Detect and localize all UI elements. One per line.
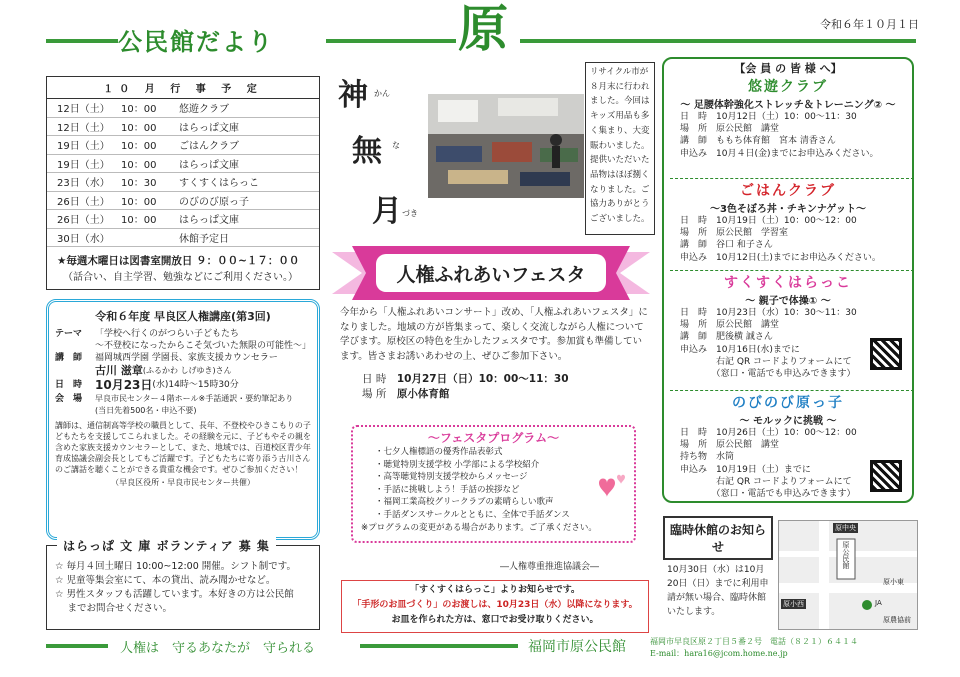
label-theme: テーマ bbox=[55, 329, 83, 339]
volunteer-item: ☆ 男性スタッフも活躍しています。本好きの方は公民館 bbox=[55, 589, 294, 600]
schedule-row bbox=[47, 173, 319, 192]
schedule-cell: 26日（土） bbox=[57, 215, 110, 227]
schedule-cell: はらっぱ文庫 bbox=[179, 122, 239, 134]
closure-text: 10月30日（水）は10月20日（日）までに利用申請が無い場合、臨時休館いたします。 bbox=[667, 565, 769, 617]
sukusuku-qr-code[interactable] bbox=[870, 338, 902, 370]
schedule-title: １０ 月 行 事 予 定 bbox=[47, 77, 319, 99]
lecturer-name: 古川 滋章 bbox=[95, 364, 143, 377]
lecture-description: 講師は、通信制高等学校の職員として、長年、不登校やひきこもりの子どもたちを支援してこられました。その経験を元に、子どもやその親を含めた家族支援カウンセラーとして、また、地域では、百道校区青少年育成協議会副会長としてもご活躍です。子どもたちに寄り添う古川さんのご講話を聴くことができる貴重な機会です。ぜひご参加ください！ bbox=[55, 421, 311, 474]
kanna-char-2: 無 bbox=[352, 134, 382, 169]
kanna-ruby-3: づき bbox=[402, 209, 418, 218]
festa-organizer: ―人権尊重推進協議会― bbox=[500, 562, 600, 572]
club-line: 場 所 原公民館 学習室 bbox=[680, 228, 789, 239]
label-lecturer: 講 師 bbox=[55, 353, 83, 363]
festa-program-item: ・福岡工業高校グリークラブの素晴らしい歌声 bbox=[375, 497, 554, 508]
schedule-cell: 10：00 bbox=[121, 141, 157, 153]
festa-program-item: ・七夕人権標語の優秀作品表彰式 bbox=[375, 447, 503, 457]
sukusuku-notice-line2: 「手形のお皿づくり」のお渡しは、10月23日（水）以降になります。 bbox=[352, 600, 638, 610]
club-line: 申込み 10月19日（土）までに bbox=[680, 464, 811, 475]
schedule-row bbox=[47, 136, 319, 155]
map-label: 原中央 bbox=[835, 524, 856, 532]
club-line: 講 師 肥後横 誠さん bbox=[680, 332, 773, 343]
footer-rule-left bbox=[46, 644, 108, 648]
club-line: 日 時 10月23日（水）10：30～11：30 bbox=[680, 308, 857, 318]
club-line: 日 時 10月19日（土）10：00～12：00 bbox=[680, 216, 857, 226]
footer-address-line: 福岡市早良区原２丁目５番２号 電話（８２１）６４１４ bbox=[650, 637, 858, 646]
festa-program-title: ～フェスタプログラム～ bbox=[427, 431, 560, 445]
schedule-cell: 10：30 bbox=[121, 178, 157, 190]
lecture-time: (水)14時～15時30分 bbox=[152, 380, 239, 390]
label-place: 会 場 bbox=[55, 394, 83, 404]
schedule-cell: 10：00 bbox=[121, 122, 157, 134]
club-separator bbox=[670, 390, 914, 391]
theme-line2: ～不登校になったからこそ気づいた無限の可能性～」 bbox=[95, 341, 312, 351]
club-line: 日 時 10月26日（土）10：00～12：00 bbox=[680, 428, 857, 438]
schedule-row bbox=[47, 229, 319, 248]
kanna-ruby-1: かん bbox=[374, 89, 390, 98]
volunteer-box bbox=[46, 539, 320, 630]
club-yuyu bbox=[664, 76, 912, 160]
lecture-place: 早良市民センター４階ホール※手話通訳・要約筆記あり bbox=[95, 394, 294, 403]
club-subtitle: ～ モルックに挑戦 ～ bbox=[739, 416, 837, 427]
lecture-organizer: （早良区役所・早良市民センター共催） bbox=[111, 478, 255, 487]
festa-program-item: ・高等聴覚特別支援学校からメッセージ bbox=[375, 472, 528, 483]
schedule-cell: 12日（土） bbox=[57, 104, 110, 116]
lecturer-ruby: (ふるかわ しげゆき)さん bbox=[142, 366, 232, 375]
schedule-cell: 19日（土） bbox=[57, 141, 110, 153]
festa-place: 原小体育館 bbox=[396, 387, 450, 400]
festa-program-item: ・手話ダンスサークルとともに、全体で手話ダンス bbox=[375, 509, 570, 520]
recycle-text-line: ございました。 bbox=[590, 214, 650, 225]
club-gohan bbox=[664, 180, 912, 264]
club-line: 場 所 原公民館 講堂 bbox=[680, 320, 780, 331]
club-line: （窓口・電話でも申込みできます） bbox=[680, 489, 856, 500]
club-line: 場 所 原公民館 講堂 bbox=[680, 440, 780, 451]
lecture-title: 令和６年度 早良区人権講座(第3回) bbox=[95, 310, 271, 323]
access-map bbox=[778, 520, 918, 630]
heart-icon bbox=[591, 473, 631, 503]
kanna-char-1: 神 bbox=[338, 78, 368, 113]
schedule-cell: 12日（土） bbox=[57, 122, 110, 134]
club-line: 右記 QR コードよりフォームにて bbox=[680, 476, 852, 487]
footer-address bbox=[650, 636, 858, 660]
map-label: 原公民館 bbox=[842, 541, 850, 569]
club-line: 講 師 谷口 和子さん bbox=[680, 240, 773, 251]
schedule-box bbox=[46, 76, 320, 290]
festa-place-label: 場 所 bbox=[362, 387, 387, 400]
temporary-closure-box bbox=[663, 516, 773, 631]
library-notice: ★毎週木曜日は図書室開放日 ９：００~１７：００ bbox=[57, 255, 300, 267]
recycle-text-line: 協力ありがとう bbox=[590, 199, 650, 210]
club-line: 場 所 原公民館 講堂 bbox=[680, 124, 780, 135]
nobinobi-qr-code[interactable] bbox=[870, 460, 902, 492]
header-rule-left bbox=[46, 39, 118, 43]
schedule-cell: 10：00 bbox=[121, 196, 157, 208]
schedule-cell: 30日（水） bbox=[57, 233, 110, 245]
schedule-cell: 19日（土） bbox=[57, 159, 110, 171]
map-label: JA bbox=[875, 599, 882, 607]
festa-banner bbox=[332, 246, 650, 300]
recycle-photo bbox=[428, 94, 584, 198]
footer-slogan: 人権は 守るあなたが 守られる bbox=[120, 641, 316, 656]
club-name: すくすくはらっこ bbox=[724, 275, 852, 291]
recycle-text-line: く集まり、大変 bbox=[590, 125, 650, 136]
schedule-row bbox=[47, 99, 319, 118]
schedule-cell: はらっぱ文庫 bbox=[179, 159, 239, 171]
schedule-cell: 10：00 bbox=[121, 159, 157, 171]
club-separator bbox=[670, 270, 914, 271]
schedule-cell: すくすくはらっこ bbox=[179, 178, 259, 190]
schedule-cell: 26日（土） bbox=[57, 196, 110, 208]
schedule-cell: はらっぱ文庫 bbox=[179, 215, 239, 227]
header-rule-mid bbox=[326, 39, 456, 43]
library-notice-sub: （話合い、自主学習、勉強などにご利用ください。） bbox=[63, 272, 298, 283]
recycle-text-line: 賑わいました。 bbox=[590, 140, 650, 151]
sukusuku-notice bbox=[341, 580, 649, 633]
map-drawing bbox=[779, 521, 918, 630]
lecture-date: 10月23日 bbox=[95, 378, 153, 392]
club-subtitle: ～3色そぼろ丼・チキンナゲット～ bbox=[709, 204, 867, 215]
map-label: 原小西 bbox=[783, 600, 804, 608]
festa-program-note: ※プログラムの変更がある場合があります。ご了承ください。 bbox=[361, 522, 597, 533]
recycle-text-line: なりました。ご bbox=[590, 184, 650, 195]
schedule-cell: 悠遊クラブ bbox=[179, 104, 229, 116]
members-title: 【会 員 の 皆 様 へ】 bbox=[734, 62, 842, 75]
schedule-cell: ごはんクラブ bbox=[179, 141, 239, 153]
hara-logo: 原 bbox=[458, 0, 508, 58]
footer-rule-mid bbox=[360, 644, 518, 648]
sukusuku-notice-line1: 「すくすくはらっこ」よりお知らせです。 bbox=[409, 585, 580, 595]
club-line: 日 時 10月12日（土）10：00～11：30 bbox=[680, 112, 857, 122]
sukusuku-notice-line3: お皿を作られた方は、窓口でお受け取りください。 bbox=[391, 615, 599, 625]
schedule-cell: 23日（水） bbox=[57, 178, 110, 190]
recycle-notice bbox=[585, 62, 655, 235]
map-label: 原農協前 bbox=[883, 616, 911, 624]
volunteer-item: ☆ 毎月４回土曜日 10:00~12:00 開催。シフト制です。 bbox=[55, 561, 297, 572]
festa-program-box bbox=[351, 425, 636, 543]
schedule-list bbox=[47, 99, 319, 247]
club-line: 講 師 ももち体育館 宮本 清香さん bbox=[680, 136, 836, 147]
issue-date: 令和６年１０月１日 bbox=[820, 18, 919, 31]
festa-date: 10月27日（日）10：00～11：30 bbox=[396, 373, 569, 386]
club-line: 右記 QR コードよりフォームにて bbox=[680, 356, 852, 367]
festa-title: 人権ふれあいフェスタ bbox=[396, 264, 586, 286]
volunteer-item: ☆ 児童等集会室にて、本の貸出、読み聞かせなど。 bbox=[55, 575, 276, 586]
schedule-row bbox=[47, 118, 319, 137]
club-subtitle: ～ 親子で体操① ～ bbox=[745, 296, 831, 307]
festa-description: 今年から「人権ふれあいコンサート」改め、「人権ふれあいフェスタ」になりました。地域の方が皆集まって、楽しく交流しながら人権について学びます。原校区の特色を生かしたフェスタです。参加賞も準備しています。皆さまお誘いあわせの上、ぜひご参加下さい。 bbox=[340, 307, 648, 362]
header-rule-right bbox=[520, 39, 916, 43]
festa-program-item: ・手話に挑戦しよう！手話の挨拶など bbox=[375, 484, 520, 495]
schedule-cell: 休館予定日 bbox=[179, 233, 229, 245]
recycle-text-line: リサイクル市が bbox=[590, 67, 649, 77]
volunteer-title: はらっぱ 文 庫 ボランティア 募 集 bbox=[57, 537, 276, 554]
club-line: （窓口・電話でも申込みできます） bbox=[680, 369, 856, 380]
club-name: ごはんクラブ bbox=[740, 183, 836, 199]
club-subtitle: ～ 足腰体幹強化ストレッチ＆トレーニング② ～ bbox=[680, 100, 896, 111]
schedule-cell: 10：00 bbox=[121, 215, 157, 227]
club-separator bbox=[670, 178, 914, 179]
map-label: 原小東 bbox=[883, 578, 904, 586]
kanna-char-3: 月 bbox=[372, 194, 402, 229]
lecturer-affiliation: 福岡城西学園 学園長、家族支援カウンセラー bbox=[95, 353, 278, 363]
footer-hall-name: 福岡市原公民館 bbox=[528, 639, 626, 655]
schedule-row bbox=[47, 155, 319, 174]
schedule-row bbox=[47, 210, 319, 229]
club-line: 申込み 10月16日(水)までに bbox=[680, 344, 800, 355]
schedule-row bbox=[47, 192, 319, 211]
recycle-photo-illustration bbox=[428, 94, 584, 198]
label-date: 日 時 bbox=[55, 380, 83, 390]
club-line: 持ち物 水筒 bbox=[680, 452, 735, 463]
lecture-place-note: (当日先着500名・申込不要) bbox=[95, 406, 197, 415]
club-line: 申込み 10月４日(金)までにお申込みください。 bbox=[680, 148, 879, 159]
recycle-text-line: キッズ用品も多 bbox=[590, 111, 650, 122]
human-rights-lecture-box bbox=[46, 299, 320, 540]
closure-title: 臨時休館のお知らせ bbox=[663, 516, 773, 560]
theme-line1: 「学校へ行くのがつらい子どもたち bbox=[95, 329, 240, 339]
festa-program-item: ・聴覚特別支援学校 小学部による学校紹介 bbox=[375, 459, 540, 470]
schedule-cell: 10：00 bbox=[121, 104, 157, 116]
footer-email[interactable]: E-mail：hara16@jcom.home.ne.jp bbox=[650, 649, 788, 658]
recycle-text-line: 品物はほぼ捌く bbox=[590, 169, 650, 180]
club-name: 悠遊クラブ bbox=[748, 79, 828, 95]
club-name: のびのび原っ子 bbox=[732, 395, 844, 411]
recycle-text-line: ８月末に行われ bbox=[590, 81, 650, 92]
festa-date-label: 日 時 bbox=[362, 373, 387, 386]
kanna-ruby-2: な bbox=[392, 141, 400, 150]
recycle-text-line: ました。今回は bbox=[590, 96, 650, 107]
schedule-cell: のびのび原っ子 bbox=[179, 196, 249, 208]
club-line: 申込み 10月12日(土)までにお申込みください。 bbox=[680, 252, 881, 263]
volunteer-item: までお問合せください。 bbox=[55, 603, 173, 614]
newsletter-title: 公民館だより bbox=[118, 27, 274, 56]
recycle-text-line: 提供いただいた bbox=[590, 155, 650, 166]
